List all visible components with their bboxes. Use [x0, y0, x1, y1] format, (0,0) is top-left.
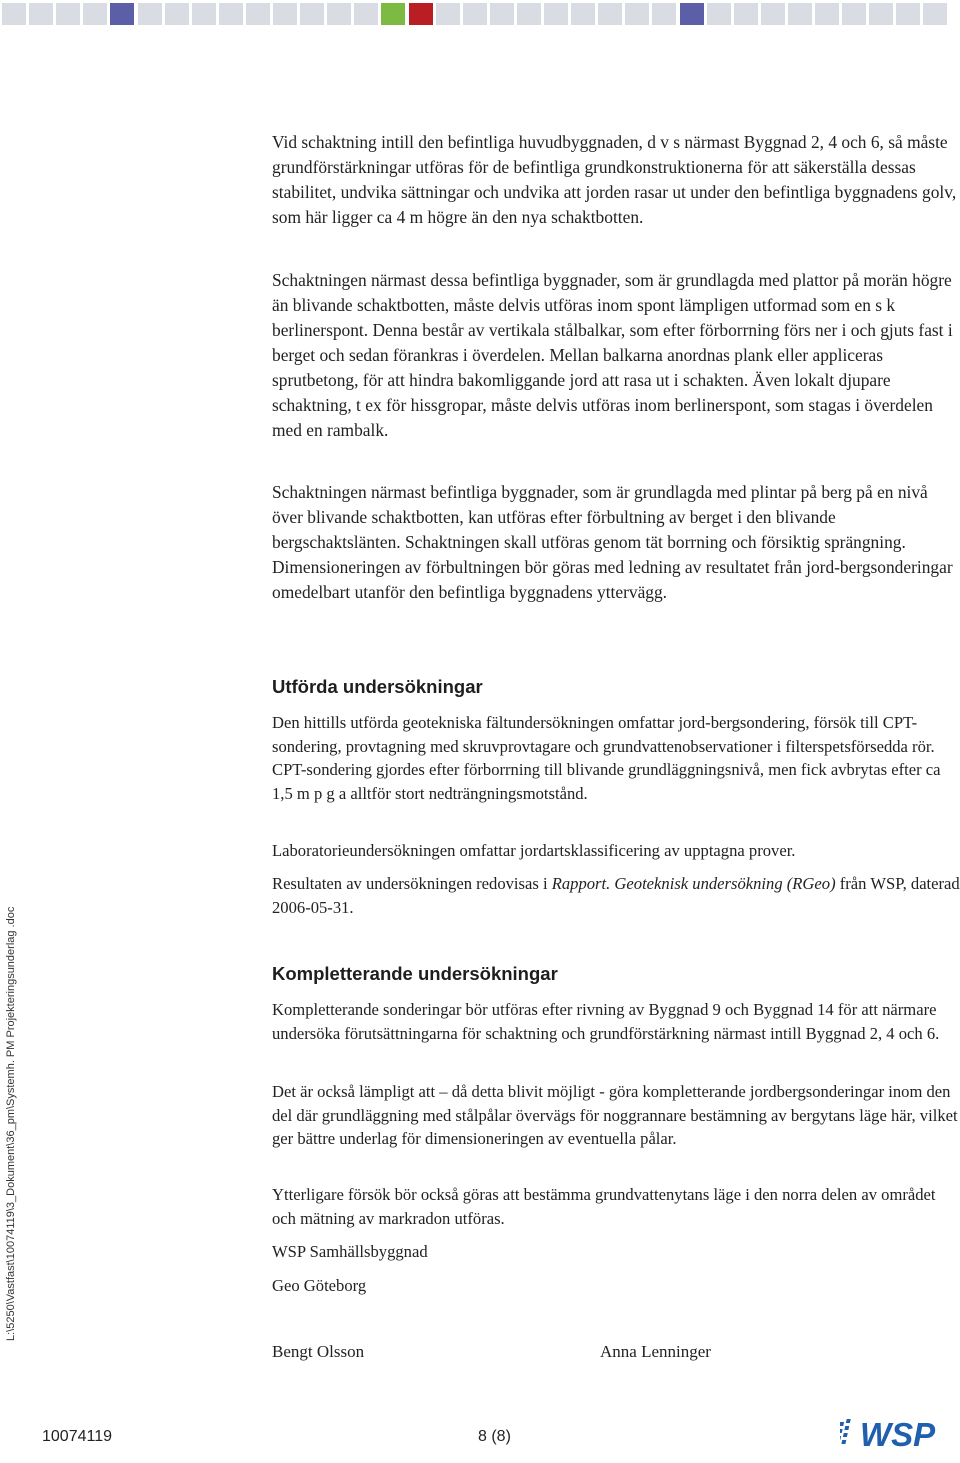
- header-bar-segment: [571, 3, 595, 25]
- header-bar-segment: [409, 3, 433, 25]
- section-heading-utforda: Utförda undersökningar: [272, 676, 483, 697]
- header-bar-segment: [490, 3, 514, 25]
- header-bar-segment: [29, 3, 53, 25]
- header-bar-segment: [110, 3, 134, 25]
- p3-end: från WSP, daterad 2006-05-31.: [272, 874, 960, 917]
- header-bar-segment: [544, 3, 568, 25]
- header-bar-segment: [869, 3, 893, 25]
- section1-paragraph-3: [272, 872, 960, 919]
- header-bar-segment: [273, 3, 297, 25]
- header-bar-segment: [707, 3, 731, 25]
- header-bar-segment: [815, 3, 839, 25]
- header-bar-segment: [463, 3, 487, 25]
- header-bar-segment: [381, 3, 405, 25]
- p3-start: Resultaten av undersökningen redovisas i: [272, 874, 552, 893]
- signature-name-2: Anna Lenninger: [600, 1342, 711, 1361]
- header-bar-segment: [83, 3, 107, 25]
- report-title: Rapport. Geoteknisk undersökning (RGeo): [551, 874, 836, 893]
- header-bar-segment: [761, 3, 785, 25]
- header-bar-segment: [246, 3, 270, 25]
- header-bar-segment: [625, 3, 649, 25]
- header-bar-segment: [192, 3, 216, 25]
- section1-paragraph-1: Den hittills utförda geotekniska fältundersökningen omfattar jord-bergsondering, försök till CPT-sondering, provtagning med skruvprovtagare och grundvattenobservationer i filterspetsförsedda rör. CPT-sondering gjordes efter förborrning till blivande grundläggningsnivå, men fick avbrytas efter ca 1,5 m p g a alltför stort nedträngningsmotstånd.: [272, 713, 941, 803]
- header-bar-segment: [680, 3, 704, 25]
- header-bar-segment: [138, 3, 162, 25]
- footer-doc-number: 10074119: [42, 1428, 112, 1445]
- section2-paragraph-3: Ytterligare försök bör också göras att bestämma grundvattenytans läge i den norra delen av området och mätning av markradon utföras.: [272, 1185, 936, 1228]
- header-bar-segment: [598, 3, 622, 25]
- section2-paragraph-1: Kompletterande sonderingar bör utföras efter rivning av Byggnad 9 och Byggnad 14 för att närmare undersöka förutsättningarna för schaktning och grundförstärkning närmast intill Byggnad 2, 4 och 6.: [272, 1000, 940, 1043]
- header-bar-segment: [652, 3, 676, 25]
- footer-page-number: 8 (8): [478, 1428, 511, 1445]
- section2-paragraph-2: Det är också lämpligt att – då detta blivit möjligt - göra kompletterande jordbergsonderingar inom den del där grundläggning med stålpålar övervägs för noggrannare bestämning av bergytans läge här, vilket ger bättre underlag för dimensioneringen av eventuella pålar.: [272, 1082, 958, 1148]
- wsp-logo: [840, 1413, 958, 1453]
- header-bar-segment: [300, 3, 324, 25]
- section-heading-kompletterande: Kompletterande undersökningar: [272, 963, 558, 984]
- header-bar-segment: [219, 3, 243, 25]
- header-bar-segment: [56, 3, 80, 25]
- header-color-bar: [0, 0, 960, 28]
- organisation-line-1: WSP Samhällsbyggnad: [272, 1242, 428, 1261]
- body-paragraph-1: Vid schaktning intill den befintliga huvudbyggnaden, d v s närmast Byggnad 2, 4 och 6, så måste grundförstärkningar utföras för de befintliga grundkonstruktionerna för att säkerställa dessas stabilitet, undvika sättningar och undvika att jorden rasar ut under den befintliga byggnadens golv, som här ligger ca 4 m högre än den nya schaktbotten.: [272, 132, 957, 227]
- wsp-logo-text: WSP: [860, 1416, 936, 1453]
- body-paragraph-3: Schaktningen närmast befintliga byggnader, som är grundlagda med plintar på berg på en nivå över blivande schaktbotten, kan utföras efter förbultning av berget i den blivande bergschaktslänten. Schaktningen skall utföras genom tät borrning och försiktig sprängning. Dimensioneringen av förbultningen bör göras med ledning av resultatet från jord-bergsonderingar omedelbart utanför den befintliga byggnadens yttervägg.: [272, 482, 953, 602]
- header-bar-segment: [923, 3, 947, 25]
- document-path: L:\5250\Vastfast\10074119\3_Dokument\36_pm\Systemh. PM Projekteringsunderlag .doc: [5, 906, 17, 1341]
- header-bar-segment: [165, 3, 189, 25]
- header-bar-segment: [2, 3, 26, 25]
- header-bar-segment: [327, 3, 351, 25]
- organisation-line-2: Geo Göteborg: [272, 1276, 367, 1295]
- body-paragraph-2: Schaktningen närmast dessa befintliga byggnader, som är grundlagda med plattor på morän högre än blivande schaktbotten, måste delvis utföras inom spont lämpligen utformad som en s k berlinerspont. Denna består av vertikala stålbalkar, som efter förborrning förs ner i och gjuts fast i berget och sedan förankras i överdelen. Mellan balkarna anordnas plank eller appliceras sprutbetong, för att hindra bakomliggande jord att rasa ut i schakten. Även lokalt djupare schaktning, t ex för hissgropar, måste delvis utföras inom berlinerspont, som stagas i överdelen med en rambalk.: [272, 270, 953, 440]
- header-bar-segment: [842, 3, 866, 25]
- header-bar-segment: [354, 3, 378, 25]
- header-bar-segment: [517, 3, 541, 25]
- header-bar-segment: [896, 3, 920, 25]
- signature-name-1: Bengt Olsson: [272, 1342, 365, 1361]
- header-bar-segment: [788, 3, 812, 25]
- header-bar-segment: [734, 3, 758, 25]
- header-bar-segment: [436, 3, 460, 25]
- section1-paragraph-2: Laboratorieundersökningen omfattar jordartsklassificering av upptagna prover.: [272, 841, 796, 860]
